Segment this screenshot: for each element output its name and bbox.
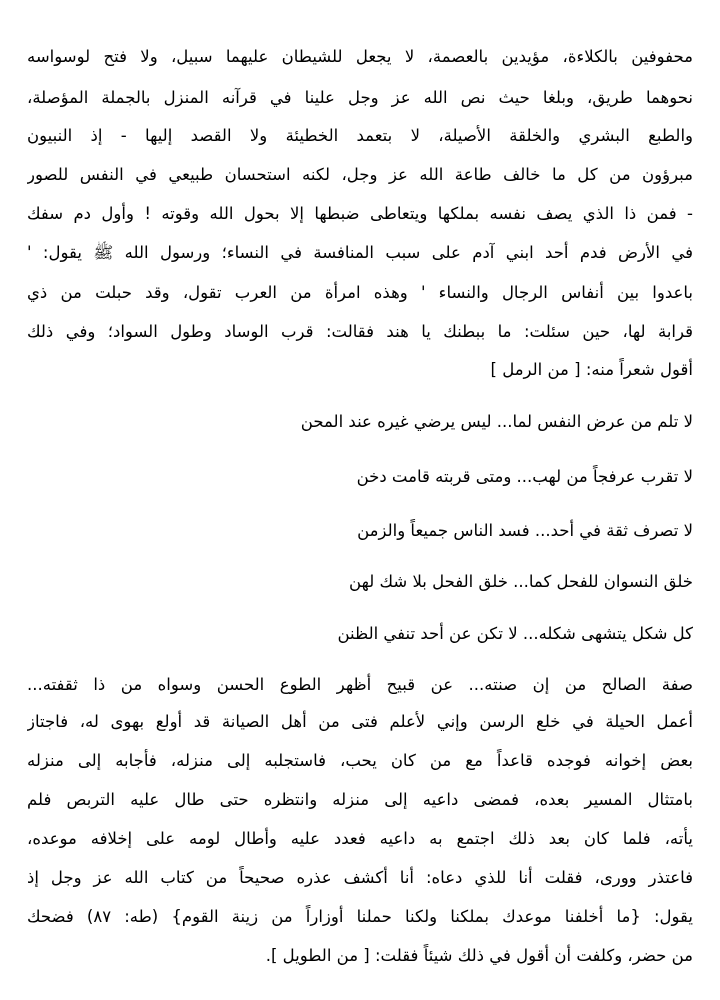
paragraph-1-line-6: في الأرض فدم أحد ابني آدم على سبب المنافسة في النساء؛ ورسول الله ﷺ يقول: ' [27, 243, 693, 262]
poem-line-2: لا تقرب عرفجاً من لهب... ومتى قربته قامت دخن [356, 467, 693, 486]
poem-line-4: خلق النسوان للفحل كما... خلق الفحل بلا شك لهن [349, 572, 693, 591]
paragraph-2-line-5: يأته، فلما كان بعد ذلك اجتمع به داعيه فعدد عليه وأطال لومه على إخلافه موعده، [27, 829, 693, 848]
paragraph-2-line-6: فاعتذر ووری، فقلت أنا للذي دعاه: أنا أكشف عذره صحيحاً من كتاب الله عز وجل إذ [27, 868, 693, 887]
paragraph-1-line-7: باعدوا بين أنفاس الرجال والنساء ' وهذه امرأة من العرب تقول، وقد حبلت من ذي [27, 283, 693, 302]
paragraph-2-line-7: يقول: {ما أخلفنا موعدك بملكنا ولكنا حملنا أوزاراً من زينة القوم} (طه: ٨٧) فضحك [27, 907, 693, 926]
paragraph-2-line-1: صفة الصالح من إن صنته... عن قبيح أظهر الطوع الحسن وسواه من ذا ثقفته... [27, 675, 693, 694]
paragraph-1-line-8: قرابة لها، حين سئلت: ما ببطنك يا هند فقالت: قرب الوساد وطول السواد؛ وفي ذلك [27, 322, 693, 341]
poem-line-5: كل شكل يتشهى شكله... لا تكن عن أحد تنفي الظنن [337, 624, 693, 643]
paragraph-2-line-4: بامتثال المسير بعده، فمضى داعيه إلى منزله وانتظره حتى طال عليه التربص فلم [27, 790, 693, 809]
paragraph-1-line-3: والطبع البشري والخلقة الأصيلة، لا بتعمد الخطيئة ولا القصد إليها - إذ النبيون [27, 126, 693, 145]
paragraph-1-line-4: مبرؤون من كل ما خالف طاعة الله عز وجل، لكنه استحسان طبيعي في النفس للصور [27, 165, 693, 184]
paragraph-1-line-9: أقول شعراً منه: [ من الرمل ] [490, 360, 693, 379]
paragraph-2-line-8: من حضر، وكلفت أن أقول في ذلك شيئاً فقلت: [ من الطويل ]. [265, 946, 693, 965]
poem-line-1: لا تلم من عرض النفس لما... ليس يرضي غيره عند المحن [300, 412, 693, 431]
paragraph-2-line-2: أعمل الحيلة في خلع الرسن وإني لأعلم فتى من أهل الصيانة قد أولع بهوى له، فاجتاز [27, 712, 693, 731]
paragraph-1-line-1: محفوفين بالكلاءة، مؤيدين بالعصمة، لا يجعل للشيطان عليهما سبيل، ولا فتح لوسواسه [27, 47, 693, 66]
paragraph-2-line-3: بعض إخوانه فوجده قاعداً مع من كان يحب، فاستجلبه إلى منزله، فأجابه إلى منزله [27, 751, 693, 770]
paragraph-1-line-2: نحوهما طريق، وبلغا حيث نص الله عز وجل علينا في قرآنه المنزل بالجملة المؤصلة، [27, 88, 693, 107]
poem-line-3: لا تصرف ثقة في أحد... فسد الناس جميعاً والزمن [357, 521, 693, 540]
paragraph-1-line-5: - فمن ذا الذي يصف نفسه بملكها ويتعاطى ضبطها إلا بحول الله وقوته ! وأول دم سفك [27, 204, 693, 223]
